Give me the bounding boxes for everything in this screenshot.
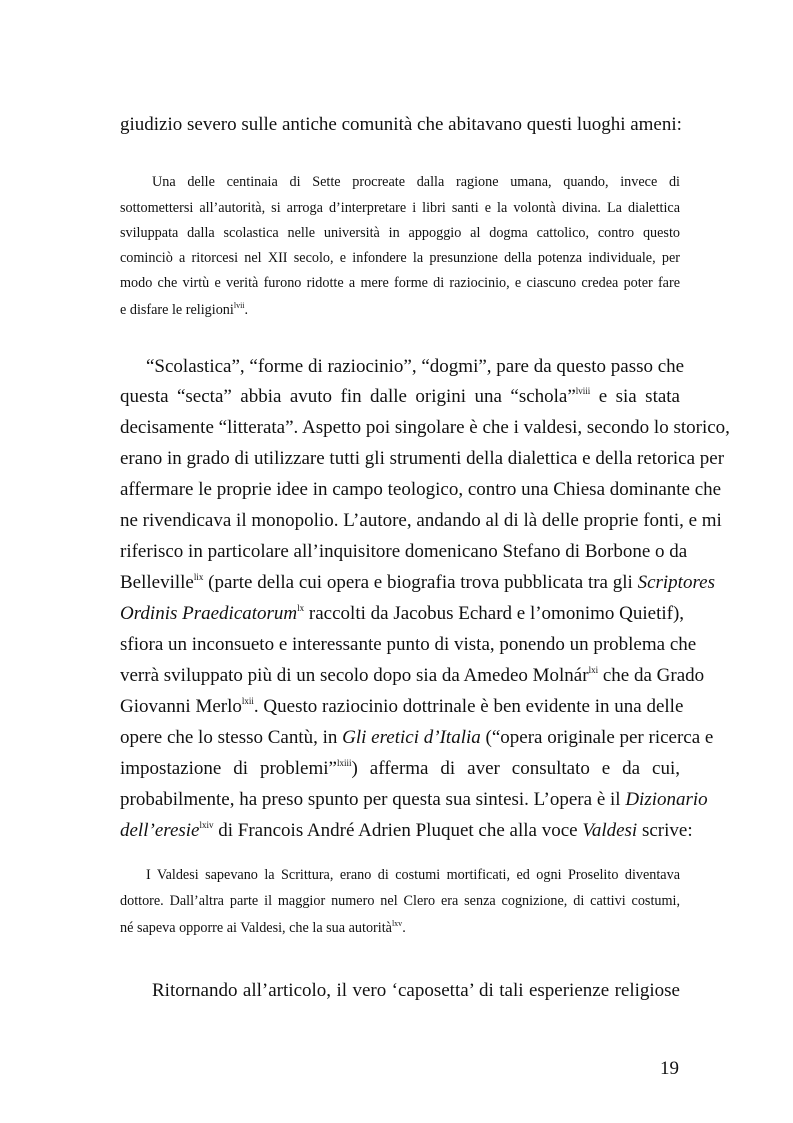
footnote-ref: lxv	[391, 919, 403, 928]
para-line-15	[120, 789, 708, 811]
quote1-text: e disfare le religioni	[120, 302, 234, 318]
quote2-text: né sapeva opporre ai Valdesi, che la sua autorità	[120, 920, 392, 936]
para-italic: dell’eresie	[120, 820, 200, 841]
footnote-ref: lxii	[241, 696, 254, 706]
footnote-ref: lvii	[233, 301, 245, 310]
intro-line: giudizio severo sulle antiche comunità che abitavano questi luoghi ameni:	[120, 114, 682, 135]
quote1-text-end: .	[244, 302, 249, 318]
quote1-line-6	[120, 302, 248, 319]
para-italic: Gli eretici d’Italia	[342, 727, 481, 748]
para-text: e sia stata	[590, 386, 680, 407]
para-line-2	[120, 386, 680, 408]
para-line-7: riferisco in particolare all’inquisitore domenicano Stefano di Borbone o da	[120, 541, 688, 562]
para-line-11	[120, 665, 705, 687]
footnote-ref: lx	[297, 603, 305, 613]
footnote-ref: lviii	[575, 386, 591, 396]
quote2-line-1: I Valdesi sapevano la Scrittura, erano di costumi mortificati, ed ogni Proselito diventava	[146, 867, 680, 883]
para-text: opere che lo stesso Cantù, in	[120, 727, 343, 748]
footnote-ref: lxiii	[337, 758, 352, 768]
para-line-6: ne rivendicava il monopolio. L’autore, andando al di là delle proprie fonti, e mi	[120, 510, 722, 531]
quote1-line-3: sviluppata dalla scolastica nelle università in appoggio al dogma cattolico, contro questo	[120, 225, 680, 241]
para-line-5: affermare le proprie idee in campo teologico, contro una Chiesa dominante che	[120, 479, 722, 500]
para-line-16	[120, 820, 693, 842]
para-text: verrà sviluppato più di un secolo dopo sia da Amedeo Molnár	[120, 665, 589, 686]
para-line-8	[120, 572, 715, 594]
para-line-10: sfiora un inconsueto e interessante punto di vista, ponendo un problema che	[120, 634, 697, 655]
para-italic: Scriptores	[637, 572, 715, 593]
para-text: scrive:	[637, 820, 693, 841]
para-italic: Ordinis Praedicatorum	[120, 603, 298, 624]
para-text: impostazione di problemi”	[120, 758, 337, 779]
footnote-ref: lxi	[588, 665, 599, 675]
para-text: di Francois André Adrien Pluquet che alla voce	[213, 820, 583, 841]
para-text: che da Grado	[598, 665, 705, 686]
para-text: questa “secta” abbia avuto fin dalle origini una “schola”	[120, 386, 576, 407]
para-line-1: “Scolastica”, “forme di raziocinio”, “dogmi”, pare da questo passo che	[146, 356, 685, 377]
para-text: raccolti da Jacobus Echard e l’omonimo Quietif),	[304, 603, 685, 624]
para-text: probabilmente, ha preso spunto per questa sua sintesi. L’opera è il	[120, 789, 626, 810]
quote2-line-2: dottore. Dall’altra parte il maggior numero nel Clero era senza cognizione, di cattivi costumi,	[120, 893, 680, 909]
para-text: (“opera originale per ricerca e	[480, 727, 714, 748]
para-text: . Questo raziocinio dottrinale è ben evidente in una delle	[253, 696, 684, 717]
quote2-text-end: .	[402, 920, 406, 936]
para-text: (parte della cui opera e biografia trova pubblicata tra gli	[203, 572, 638, 593]
para-line-12	[120, 696, 684, 718]
para-text: Giovanni Merlo	[120, 696, 242, 717]
para-text: Belleville	[120, 572, 194, 593]
quote1-line-1: Una delle centinaia di Sette procreate dalla ragione umana, quando, invece di	[152, 174, 680, 190]
quote1-line-5: modo che virtù e verità furono ridotte a mere forme di raziocinio, e ciascuno credea poter fare	[120, 275, 680, 291]
footnote-ref: lxiv	[199, 820, 214, 830]
para-italic: Valdesi	[582, 820, 638, 841]
para-line-13	[120, 727, 714, 749]
para-line-14	[120, 758, 680, 780]
page-number: 19	[660, 1058, 679, 1079]
last-line: Ritornando all’articolo, il vero ‘caposetta’ di tali esperienze religiose	[152, 980, 680, 1001]
para-text: ) afferma di aver consultato e da cui,	[351, 758, 680, 779]
quote2-line-3	[120, 920, 406, 937]
para-italic: Dizionario	[625, 789, 708, 810]
para-line-3: decisamente “litterata”. Aspetto poi singolare è che i valdesi, secondo lo storico,	[120, 417, 730, 438]
para-line-4: erano in grado di utilizzare tutti gli strumenti della dialettica e della retorica per	[120, 448, 725, 469]
footnote-ref: lix	[193, 572, 204, 582]
para-line-9	[120, 603, 685, 625]
quote1-line-4: cominciò a ritorcesi nel XII secolo, e infondere la presunzione della potenza individuale, per	[120, 250, 680, 266]
quote1-line-2: sottomettersi all’autorità, si arroga d’interpretare i libri santi e la volontà divina. La dialettica	[120, 200, 680, 216]
